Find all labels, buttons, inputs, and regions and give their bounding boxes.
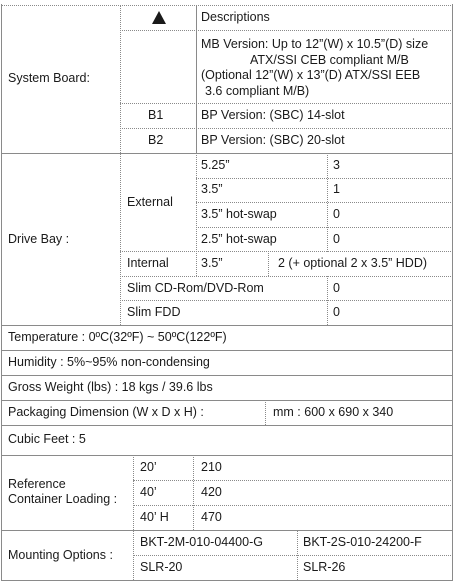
divider: [193, 455, 194, 530]
container-qty: 420: [201, 485, 222, 499]
divider: [1, 153, 453, 154]
packaging-value: mm : 600 x 690 x 340: [273, 405, 394, 419]
divider: [1, 350, 453, 351]
divider: [1, 400, 453, 401]
humidity-row: Humidity : 5%~95% non-condensing: [8, 355, 210, 369]
divider: [1, 375, 453, 376]
system-board-label: System Board:: [8, 71, 90, 85]
divider: [196, 5, 197, 153]
slim-cd-qty: 0: [333, 281, 340, 295]
divider: [1, 5, 453, 6]
table-border-left: [1, 4, 2, 580]
divider: [120, 128, 453, 129]
external-qty: 0: [333, 207, 340, 221]
divider: [120, 251, 453, 252]
divider: [1, 530, 453, 531]
mb-version-description: [201, 37, 451, 99]
mb-line: ATX/SSI CEB compliant M/B: [250, 52, 409, 67]
container-size: 20’: [140, 460, 157, 474]
divider: [120, 30, 453, 31]
cubic-feet-row: Cubic Feet : 5: [8, 432, 86, 446]
divider: [196, 227, 453, 228]
divider: [196, 202, 453, 203]
external-qty: 0: [333, 232, 340, 246]
divider: [120, 5, 121, 325]
internal-label: Internal: [127, 256, 169, 270]
container-size: 40’ H: [140, 510, 169, 524]
mounting-item: SLR-20: [140, 560, 183, 574]
mb-line: (Optional 12”(W) x 13”(D) ATX/SSI EEB: [201, 68, 421, 82]
divider: [1, 425, 453, 426]
b1-code: B1: [148, 108, 164, 122]
divider: [133, 455, 134, 580]
mb-line: 3.6 compliant M/B): [205, 83, 310, 98]
divider: [120, 300, 453, 301]
container-qty: 470: [201, 510, 222, 524]
divider: [133, 480, 453, 481]
b2-code: B2: [148, 133, 164, 147]
temperature-row: Temperature : 0ºC(32ºF) ~ 50ºC(122ºF): [8, 330, 227, 344]
b2-description: BP Version: (SBC) 20-slot: [201, 133, 345, 147]
external-type: 3.5”: [201, 182, 223, 196]
divider: [1, 325, 453, 326]
divider: [1, 580, 453, 581]
descriptions-header: Descriptions: [201, 10, 270, 24]
external-type: 3.5” hot-swap: [201, 207, 277, 221]
packaging-label: Packaging Dimension (W x D x H) :: [8, 405, 204, 419]
container-label: Reference: [8, 477, 66, 491]
external-qty: 1: [333, 182, 340, 196]
divider: [133, 505, 453, 506]
slim-fdd-qty: 0: [333, 305, 340, 319]
divider: [120, 276, 453, 277]
divider: [196, 178, 453, 179]
slim-cd-label: Slim CD-Rom/DVD-Rom: [127, 281, 264, 295]
mounting-item: BKT-2S-010-24200-F: [303, 535, 422, 549]
divider: [133, 555, 453, 556]
mounting-label: Mounting Options :: [8, 548, 113, 562]
external-label: External: [127, 195, 173, 209]
b1-description: BP Version: (SBC) 14-slot: [201, 108, 345, 122]
divider: [265, 400, 266, 425]
internal-type: 3.5”: [201, 256, 223, 270]
container-qty: 210: [201, 460, 222, 474]
internal-qty: 2 (+ optional 2 x 3.5” HDD): [278, 256, 428, 270]
external-type: 2.5” hot-swap: [201, 232, 277, 246]
mounting-item: SLR-26: [303, 560, 346, 574]
gross-weight-row: Gross Weight (lbs) : 18 kgs / 39.6 lbs: [8, 380, 213, 394]
drive-bay-label: Drive Bay :: [8, 232, 70, 246]
container-label: Container Loading :: [8, 492, 118, 506]
mb-line: MB Version: Up to 12”(W) x 10.5”(D) size: [201, 37, 429, 51]
external-type: 5.25”: [201, 158, 230, 172]
external-qty: 3: [333, 158, 340, 172]
mounting-item: BKT-2M-010-04400-G: [140, 535, 263, 549]
divider: [1, 455, 453, 456]
divider: [268, 251, 269, 276]
slim-fdd-label: Slim FDD: [127, 305, 181, 319]
divider: [120, 103, 453, 104]
divider: [196, 153, 197, 276]
triangle-up-icon: [152, 11, 166, 24]
table-border-right: [452, 4, 453, 580]
container-size: 40’: [140, 485, 157, 499]
